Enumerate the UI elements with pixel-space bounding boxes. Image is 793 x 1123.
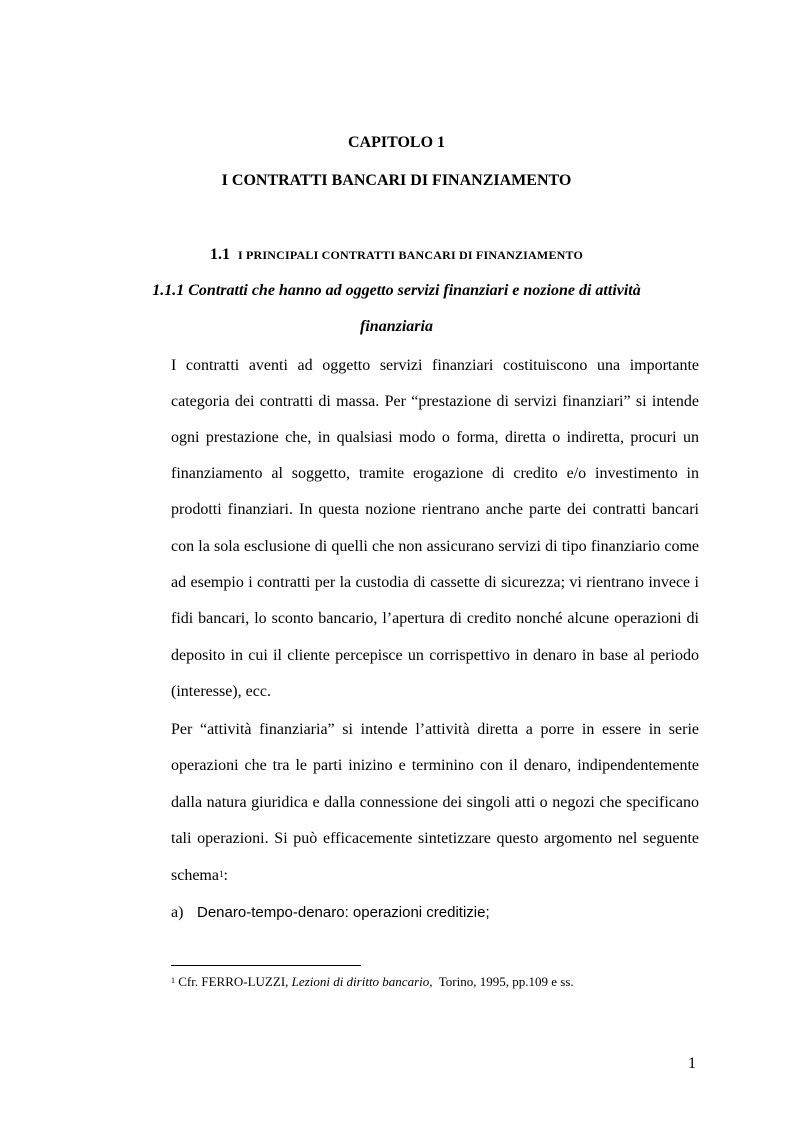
body-line: tali operazioni. Si può efficacemente sintetizzare questo argomento nel seguente: [171, 830, 699, 847]
body-line: finanziamento al soggetto, tramite erogazione di credito e/o investimento in: [171, 465, 699, 482]
footnote-author: FERRO-LUZZI,: [201, 974, 289, 989]
footnote-separator: [171, 965, 361, 966]
footnote-number: 1: [171, 976, 175, 985]
body-line: prodotti finanziari. In questa nozione rientrano anche parte dei contratti bancari: [171, 501, 699, 518]
section-number: 1.1: [209, 246, 230, 263]
body-line: fidi bancari, lo sconto bancario, l’apertura di credito nonché alcune operazioni di: [171, 610, 699, 627]
body-line: dalla natura giuridica e dalla connessione dei singoli atti o negozi che specificano: [171, 794, 699, 811]
body-line: (interesse), ecc.: [171, 683, 271, 700]
section-heading: [0, 246, 793, 264]
chapter-label: CAPITOLO 1: [347, 134, 446, 151]
subsection-title-line1: 1.1.1 Contratti che hanno ad oggetto servizi finanziari e nozione di attività: [152, 282, 641, 299]
list-item: [171, 903, 490, 923]
body-line: ogni prestazione che, in qualsiasi modo o forma, diretta o indiretta, procuri un: [171, 429, 699, 446]
body-line: ad esempio i contratti per la custodia di cassette di sicurezza; vi rientrano invece i: [171, 574, 699, 591]
page-number: 1: [688, 1055, 696, 1072]
body-line: categoria dei contratti di massa. Per “prestazione di servizi finanziari” si intende: [171, 393, 699, 410]
footnote-reference[interactable]: 1: [218, 869, 224, 879]
body-text: :: [223, 867, 228, 884]
body-text: schema: [171, 867, 219, 884]
footnote-work-title: Lezioni di diritto bancario,: [291, 974, 433, 989]
body-line: Per “attività finanziaria” si intende l’attività diretta a porre in essere in serie: [171, 721, 699, 738]
body-line-with-footnote: [171, 866, 699, 886]
section-title: I PRINCIPALI CONTRATTI BANCARI DI FINANZIAMENTO: [237, 248, 584, 262]
footnote-details: Torino, 1995, pp.109 e ss.: [438, 974, 574, 989]
body-line: operazioni che tra le parti inizino e terminino con il denaro, indipendentemente: [171, 757, 699, 774]
list-marker: a): [171, 904, 184, 921]
subsection-title-line2: finanziaria: [360, 318, 433, 335]
body-line: I contratti aventi ad oggetto servizi finanziari costituiscono una importante: [171, 357, 699, 374]
chapter-title: I CONTRATTI BANCARI DI FINANZIAMENTO: [221, 172, 572, 189]
body-line: deposito in cui il cliente percepisce un corrispettivo in denaro in base al periodo: [171, 647, 699, 664]
footnote-prefix: Cfr.: [178, 974, 199, 989]
body-line: con la sola esclusione di quelli che non assicurano servizi di tipo finanziario come: [171, 538, 699, 555]
footnote: [171, 973, 574, 991]
list-item-text: Denaro-tempo-denaro: operazioni creditizie;: [197, 904, 490, 921]
